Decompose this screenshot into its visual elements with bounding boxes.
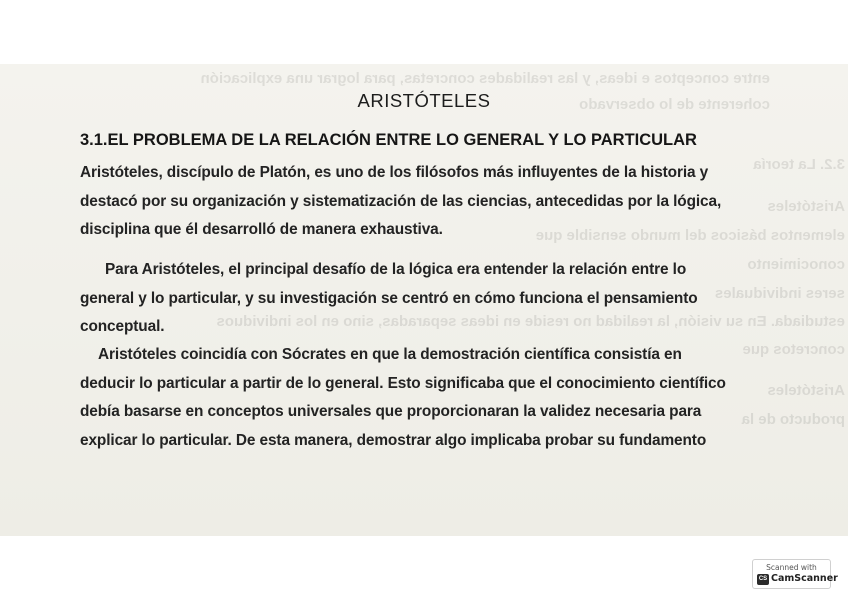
paragraph-line: debía basarse en conceptos universales que proporcionaran la validez necesaria para <box>80 403 702 420</box>
paragraph-line: deducir lo particular a partir de lo general. Esto significaba que el conocimiento científico <box>80 375 726 392</box>
paragraph-line: general y lo particular, y su investigación se centró en cómo funciona el pensamiento <box>80 290 698 307</box>
bleed-through-text: Aristóteles <box>767 198 845 215</box>
paragraph-line: disciplina que él desarrolló de manera exhaustiva. <box>80 221 443 238</box>
paragraph-line: conceptual. <box>80 318 165 335</box>
paragraph-line: explicar lo particular. De esta manera, demostrar algo implicaba probar su fundamento <box>80 432 707 449</box>
bleed-through-text: elementos básicos del mundo sensible que <box>535 227 845 244</box>
watermark-caption: Scanned with <box>766 563 817 572</box>
bleed-through-text: producto de la <box>741 411 845 428</box>
bleed-through-text: conocimiento <box>747 256 845 273</box>
bleed-through-text: Aristóteles <box>767 382 845 399</box>
paragraph-line: Para Aristóteles, el principal desafío de la lógica era entender la relación entre lo <box>105 261 687 278</box>
camscanner-logo-icon: CS <box>757 574 769 585</box>
section-heading: 3.1.EL PROBLEMA DE LA RELACIÓN ENTRE LO GENERAL Y LO PARTICULAR <box>80 131 697 149</box>
paragraph-line: Aristóteles coincidía con Sócrates en que la demostración científica consistía en <box>98 346 682 363</box>
page-title: ARISTÓTELES <box>357 90 491 111</box>
bleed-through-text: estudiada. En su visión, la realidad no reside en ideas separadas, sino en los individuos <box>216 313 845 330</box>
bleed-through-text: 3.2. La teoría <box>753 156 845 173</box>
bleed-through-text: concretos que <box>742 341 845 358</box>
bleed-through-text: entre conceptos e ideas, y las realidades concretas, para lograr una explicación <box>200 70 770 87</box>
camscanner-watermark <box>752 559 838 589</box>
bleed-through-text: coherente de lo observado <box>579 96 770 113</box>
watermark-name: CamScanner <box>771 573 838 584</box>
paragraph-line: Aristóteles, discípulo de Platón, es uno de los filósofos más influyentes de la historia y <box>80 164 709 181</box>
paragraph-line: destacó por su organización y sistematización de las ciencias, antecedidas por la lógica, <box>80 193 722 210</box>
bleed-through-text: seres individuales <box>714 285 845 302</box>
